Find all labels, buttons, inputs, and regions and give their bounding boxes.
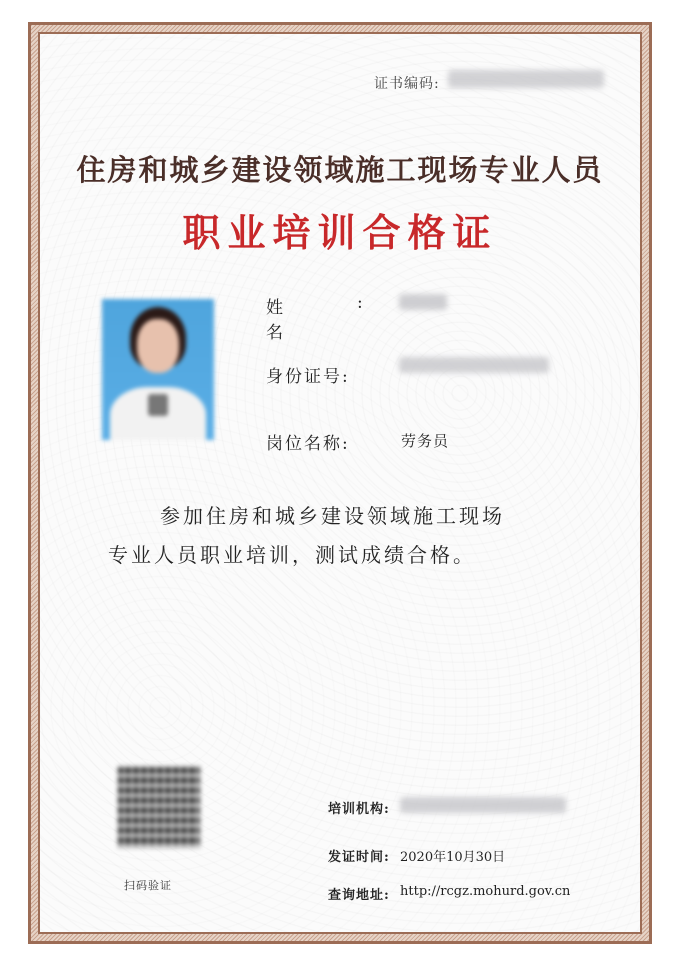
id-number-label: 身份证号: (266, 367, 350, 387)
id-number-value-redacted (399, 357, 549, 373)
training-org-label: 培训机构: (328, 802, 390, 817)
holder-photo (102, 299, 214, 440)
statement-line-2: 专业人员职业培训，测试成绩合格。 (108, 543, 476, 567)
scan-verify-label: 扫码验证 (124, 879, 172, 892)
verification-qr-code[interactable] (118, 766, 200, 848)
issue-date-label: 发证时间: (328, 850, 390, 865)
certificate-title: 住房和城乡建设领域施工现场专业人员 (76, 153, 604, 187)
post-name-label: 岗位名称: (266, 434, 350, 454)
statement-line-1: 参加住房和城乡建设领域施工现场 (160, 504, 505, 528)
name-label-colon: : (357, 293, 363, 313)
query-address-label: 查询地址: (328, 888, 390, 903)
certificate-number-redacted (448, 70, 604, 88)
name-value-redacted (399, 294, 447, 310)
certificate-number-label: 证书编码: (374, 76, 440, 92)
issue-date-value: 2020年10月30日 (400, 850, 506, 865)
post-name-value: 劳务员 (401, 432, 450, 450)
name-label: 姓 名 (266, 298, 305, 343)
query-address-link[interactable]: http://rcgz.mohurd.gov.cn (400, 884, 571, 899)
training-org-value-redacted (400, 797, 566, 813)
certificate-subtitle: 职业培训合格证 (182, 210, 498, 255)
